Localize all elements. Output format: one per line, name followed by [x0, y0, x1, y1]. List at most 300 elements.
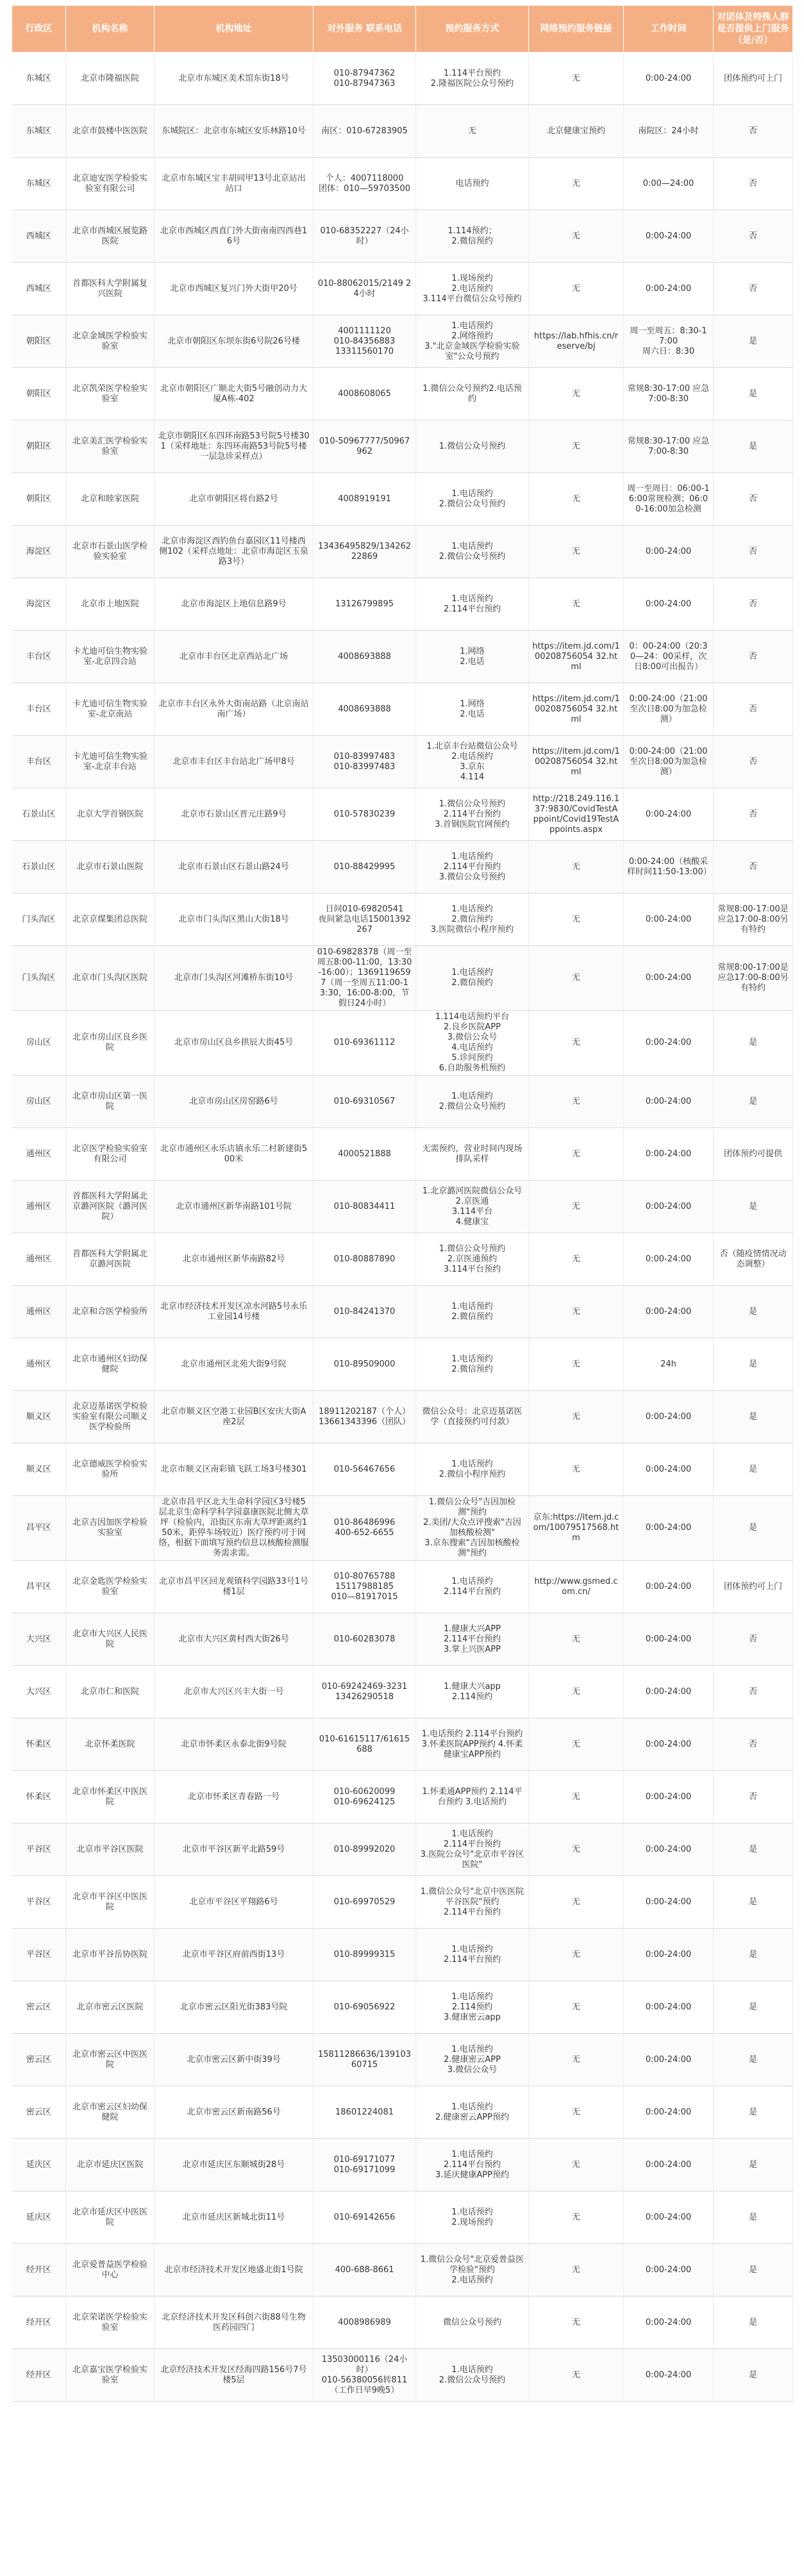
district-cell: 密云区: [12, 2034, 66, 2086]
header-institution-name: 机构名称: [66, 6, 155, 53]
booking-link-cell: 无: [529, 1771, 624, 1824]
district-cell: 密云区: [12, 1981, 66, 2034]
onsite-service-cell: 是: [714, 2034, 793, 2086]
table-row: [12, 631, 793, 683]
booking-method-cell: 1.微信公众号预约 2.京医通预约 3.114平台预约: [416, 1233, 529, 1286]
table-row: [12, 946, 793, 1011]
institution-name-cell: 北京市大兴区人民医院: [66, 1613, 155, 1666]
table-row: [12, 2034, 793, 2086]
working-hours-cell: 0:00-24:00: [624, 1233, 714, 1286]
address-cell: 北京市密云区新中街39号: [155, 2034, 314, 2086]
onsite-service-cell: 否: [714, 105, 793, 158]
district-cell: 平谷区: [12, 1824, 66, 1876]
onsite-service-cell: 是: [714, 1443, 793, 1496]
phone-cell: 4000521888: [314, 1128, 416, 1181]
booking-link-cell: https://item.jd.com/100208756054 32.html: [529, 736, 624, 788]
working-hours-cell: 0:00-24:00: [624, 2191, 714, 2244]
address-cell: 北京市平谷区平翔路6号: [155, 1876, 314, 1929]
table-row: [12, 788, 793, 841]
address-cell: 北京市朝阳区将台路2号: [155, 473, 314, 526]
phone-cell: 010-83997483 010-83997483: [314, 736, 416, 788]
working-hours-cell: 0:00—24:00: [624, 158, 714, 210]
address-cell: 北京经济技术开发区科创六街88号生物医药园四门: [155, 2297, 314, 2349]
booking-method-cell: 1.电话预约 2.114预约 3.健康密云app: [416, 1981, 529, 2034]
phone-cell: 4008608065: [314, 368, 416, 420]
table-row: [12, 893, 793, 946]
table-row: [12, 2349, 793, 2402]
booking-method-cell: 无: [416, 105, 529, 158]
booking-method-cell: 1.电话预约 2.微信预约 3.医院微信小程序预约: [416, 893, 529, 946]
institution-name-cell: 北京市平谷区医院: [66, 1824, 155, 1876]
working-hours-cell: 常规8:30-17:00 应急7:00-8:30: [624, 420, 714, 473]
phone-cell: 010-80887890: [314, 1233, 416, 1286]
booking-link-cell: 无: [529, 2139, 624, 2191]
onsite-service-cell: 团体预约可上门: [714, 53, 793, 105]
working-hours-cell: 0:00-24:00: [624, 893, 714, 946]
table-row: [12, 1496, 793, 1561]
onsite-service-cell: 否: [714, 736, 793, 788]
district-cell: 怀柔区: [12, 1718, 66, 1771]
institution-name-cell: 北京市石景山医院: [66, 841, 155, 893]
phone-cell: 4008919191: [314, 473, 416, 526]
onsite-service-cell: 否: [714, 578, 793, 631]
institution-name-cell: 北京市通州区妇幼保健院: [66, 1338, 155, 1391]
address-cell: 北京市朝阳区东坝东街6号院26号楼: [155, 315, 314, 368]
booking-method-cell: 1.电话预约 2.114平台预约: [416, 578, 529, 631]
booking-method-cell: 1.网络 2.电话: [416, 631, 529, 683]
address-cell: 北京市东城区美术馆东街18号: [155, 53, 314, 105]
district-cell: 海淀区: [12, 578, 66, 631]
booking-link-cell: 无: [529, 1824, 624, 1876]
booking-method-cell: 1.电话预约 2.114平台预约 3.延庆健康APP预约: [416, 2139, 529, 2191]
phone-cell: 15811286636/13910360715: [314, 2034, 416, 2086]
institution-name-cell: 首都医科大学附属复兴医院: [66, 263, 155, 315]
onsite-service-cell: 是: [714, 1338, 793, 1391]
district-cell: 丰台区: [12, 736, 66, 788]
district-cell: 西城区: [12, 210, 66, 263]
working-hours-cell: 周一至周五：8:30-17:00 周六日：8:30: [624, 315, 714, 368]
booking-link-cell: 无: [529, 368, 624, 420]
district-cell: 通州区: [12, 1233, 66, 1286]
booking-method-cell: 1.114电话预约平台 2.良乡医院APP 3.微信公众号 4.电话预约 5.诊间预约 6.自助服务机预约: [416, 1011, 529, 1076]
booking-link-cell: 无: [529, 1128, 624, 1181]
booking-link-cell: 无: [529, 2244, 624, 2297]
institution-name-cell: 北京和合医学检验所: [66, 1286, 155, 1338]
onsite-service-cell: 否: [714, 841, 793, 893]
address-cell: 北京市石景山区石景山路24号: [155, 841, 314, 893]
table-row: [12, 1443, 793, 1496]
table-row: [12, 2244, 793, 2297]
institution-name-cell: 北京市石景山医学检验实验室: [66, 526, 155, 578]
booking-method-cell: 1.微信公众号"北京爱普益医学检验"预约 2.电话预约: [416, 2244, 529, 2297]
onsite-service-cell: 是: [714, 2297, 793, 2349]
onsite-service-cell: 是: [714, 1876, 793, 1929]
district-cell: 经开区: [12, 2297, 66, 2349]
onsite-service-cell: 是: [714, 1391, 793, 1443]
district-cell: 海淀区: [12, 526, 66, 578]
onsite-service-cell: 是: [714, 315, 793, 368]
phone-cell: 010-80834411: [314, 1181, 416, 1233]
table-row: [12, 1929, 793, 1981]
institution-name-cell: 北京吉因加医学检验实验室: [66, 1496, 155, 1561]
working-hours-cell: 0:00-24:00: [624, 788, 714, 841]
institution-name-cell: 北京爱普益医学检验中心: [66, 2244, 155, 2297]
booking-method-cell: 1.电话预约 2.微信预约: [416, 1286, 529, 1338]
table-row: [12, 368, 793, 420]
header-institution-address: 机构地址: [155, 6, 314, 53]
onsite-service-cell: 否: [714, 1718, 793, 1771]
table-row: [12, 53, 793, 105]
booking-method-cell: 1.北京丰台站微信公众号 2.电话预约 3.京东 4.114: [416, 736, 529, 788]
onsite-service-cell: 否: [714, 526, 793, 578]
working-hours-cell: 0:00-24:00: [624, 210, 714, 263]
onsite-service-cell: 否: [714, 683, 793, 736]
address-cell: 北京市房山区良乡拱辰大街45号: [155, 1011, 314, 1076]
booking-method-cell: 1.电话预约 2.微信公众号预约: [416, 473, 529, 526]
phone-cell: 个人：4007118000 团体：010—59703500: [314, 158, 416, 210]
district-cell: 大兴区: [12, 1666, 66, 1718]
booking-method-cell: 1.怀柔通APP预约 2.114平台预约 3.电话预约: [416, 1771, 529, 1824]
phone-cell: 010-88062015/2149 24小时: [314, 263, 416, 315]
district-cell: 延庆区: [12, 2191, 66, 2244]
booking-method-cell: 1.微信公众号"北京中医医院平谷医院"预约 2.114平台预约: [416, 1876, 529, 1929]
table-row: [12, 2086, 793, 2139]
booking-link-cell: 无: [529, 1929, 624, 1981]
booking-link-cell: 无: [529, 1233, 624, 1286]
table-row: [12, 1338, 793, 1391]
working-hours-cell: 0:00-24:00: [624, 1981, 714, 2034]
phone-cell: 010-57830239: [314, 788, 416, 841]
institution-name-cell: 北京市延庆区中医医院: [66, 2191, 155, 2244]
table-row: [12, 1876, 793, 1929]
institution-name-cell: 北京迪安医学检验实验室有限公司: [66, 158, 155, 210]
address-cell: 北京市丰台区永外大街南站路（北京南站南广场）: [155, 683, 314, 736]
table-row: [12, 1233, 793, 1286]
district-cell: 昌平区: [12, 1561, 66, 1613]
onsite-service-cell: 是: [714, 420, 793, 473]
working-hours-cell: 0:00-24:00: [624, 1771, 714, 1824]
phone-cell: 010-80765788 15117988185 010—81917015: [314, 1561, 416, 1613]
address-cell: 北京市密云区新南路56号: [155, 2086, 314, 2139]
onsite-service-cell: 是: [714, 1496, 793, 1561]
booking-link-cell: https://lab.hfhis.cn/reserve/bj: [529, 315, 624, 368]
working-hours-cell: 周一至周日：06:00-16:00常规检测；06:00-16:00加急检测: [624, 473, 714, 526]
booking-link-cell: 无: [529, 1011, 624, 1076]
address-cell: 北京市海淀区上地信息路9号: [155, 578, 314, 631]
booking-method-cell: 1.电话预约 2.114平台预约 3.微信公众号预约: [416, 841, 529, 893]
institution-name-cell: 北京金匙医学检验实验室: [66, 1561, 155, 1613]
institution-name-cell: 北京荣诺医学检验实验室: [66, 2297, 155, 2349]
booking-method-cell: 1.电话预约 2.微信小程序预约: [416, 1443, 529, 1496]
table-row: [12, 578, 793, 631]
onsite-service-cell: 否: [714, 210, 793, 263]
institution-name-cell: 北京京煤集团总医院: [66, 893, 155, 946]
table-row: [12, 263, 793, 315]
table-row: [12, 1718, 793, 1771]
onsite-service-cell: 团体预约可提供: [714, 1128, 793, 1181]
phone-cell: 日间010-69820541 夜间紧急电话15001392267: [314, 893, 416, 946]
working-hours-cell: 0:00-24:00: [624, 1666, 714, 1718]
address-cell: 北京市昌平区回龙观镇科学园路33号1号楼1层: [155, 1561, 314, 1613]
working-hours-cell: 0:00-24:00: [624, 53, 714, 105]
district-cell: 经开区: [12, 2244, 66, 2297]
onsite-service-cell: 是: [714, 1824, 793, 1876]
booking-link-cell: 无: [529, 1338, 624, 1391]
booking-link-cell: 无: [529, 2191, 624, 2244]
address-cell: 北京市朝阳区广顺北大街5号融创动力大厦A栋-402: [155, 368, 314, 420]
booking-method-cell: 1.电话预约 2.微信公众号预约: [416, 526, 529, 578]
phone-cell: 010-68352227（24小时）: [314, 210, 416, 263]
phone-cell: 010-89509000: [314, 1338, 416, 1391]
table-row: [12, 210, 793, 263]
table-row: [12, 1666, 793, 1718]
district-cell: 朝阳区: [12, 315, 66, 368]
address-cell: 东城院区：北京市东城区安乐林路10号: [155, 105, 314, 158]
address-cell: 北京市平谷区府前西街13号: [155, 1929, 314, 1981]
working-hours-cell: 0:00-24:00（核酸采样时间11:50-13:00）: [624, 841, 714, 893]
institution-name-cell: 北京市门头沟区医院: [66, 946, 155, 1011]
onsite-service-cell: 常规8:00-17:00是 应急17:00-8:00另有特约: [714, 946, 793, 1011]
working-hours-cell: 0:00-24:00: [624, 1561, 714, 1613]
booking-link-cell: 北京健康宝预约: [529, 105, 624, 158]
table-row: [12, 1011, 793, 1076]
booking-link-cell: 无: [529, 1666, 624, 1718]
institution-name-cell: 卡尤迪可信生物实验室-北京丰台站: [66, 736, 155, 788]
booking-method-cell: 1.114平台预约 2.隆福医院公众号预约: [416, 53, 529, 105]
address-cell: 北京市门头沟区黑山大街18号: [155, 893, 314, 946]
district-cell: 东城区: [12, 158, 66, 210]
working-hours-cell: 0:00-24:00: [624, 2349, 714, 2402]
booking-link-cell: 无: [529, 53, 624, 105]
institution-name-cell: 北京市隆福医院: [66, 53, 155, 105]
onsite-service-cell: 否: [714, 1771, 793, 1824]
institution-name-cell: 首都医科大学附属北京潞河医院: [66, 1233, 155, 1286]
booking-link-cell: 无: [529, 893, 624, 946]
address-cell: 北京市延庆区东顺城街28号: [155, 2139, 314, 2191]
phone-cell: 010-89999315: [314, 1929, 416, 1981]
table-row: [12, 683, 793, 736]
district-cell: 房山区: [12, 1011, 66, 1076]
table-row: [12, 2297, 793, 2349]
phone-cell: 010-89992020: [314, 1824, 416, 1876]
booking-method-cell: 1.电话预约 2.微信预约: [416, 946, 529, 1011]
booking-method-cell: 1.微信公众号"吉因加检测"预约 2.美团/大众点评搜索"吉因加核酸检测" 3.京东搜索"吉因加核酸检测"预约: [416, 1496, 529, 1561]
address-cell: 北京市大兴区黄村西大街26号: [155, 1613, 314, 1666]
booking-link-cell: 无: [529, 158, 624, 210]
booking-link-cell: 无: [529, 526, 624, 578]
phone-cell: 13503000116（24小时） 010-56380056转811（工作日早9晚5）: [314, 2349, 416, 2402]
institution-name-cell: 北京德威医学检验实验所: [66, 1443, 155, 1496]
institution-name-cell: 北京市平谷岳协医院: [66, 1929, 155, 1981]
testing-institutions-table: [12, 5, 793, 2402]
table-row: [12, 1613, 793, 1666]
phone-cell: 010-69970529: [314, 1876, 416, 1929]
phone-cell: 18601224081: [314, 2086, 416, 2139]
booking-method-cell: 微信公众号预约: [416, 2297, 529, 2349]
onsite-service-cell: 是: [714, 1076, 793, 1128]
institution-name-cell: 北京市密云区妇幼保健院: [66, 2086, 155, 2139]
booking-method-cell: 1.电话预约 2.微信公众号预约: [416, 1076, 529, 1128]
district-cell: 朝阳区: [12, 473, 66, 526]
phone-cell: 18911202187（个人） 13661343396（团队）: [314, 1391, 416, 1443]
phone-cell: 4008693888: [314, 683, 416, 736]
working-hours-cell: 0:00-24:00: [624, 1929, 714, 1981]
district-cell: 怀柔区: [12, 1771, 66, 1824]
booking-link-cell: 无: [529, 1718, 624, 1771]
institution-name-cell: 北京嘉宝医学检验实验室: [66, 2349, 155, 2402]
working-hours-cell: 常规8:30-17:00 应急7:00-8:30: [624, 368, 714, 420]
booking-link-cell: https://item.jd.com/100208756054 32.html: [529, 631, 624, 683]
working-hours-cell: 0:00-24:00: [624, 2139, 714, 2191]
working-hours-cell: 0:00-24:00: [624, 2244, 714, 2297]
booking-link-cell: http://www.gsmed.com.cn/: [529, 1561, 624, 1613]
phone-cell: 010-61615117/61615688: [314, 1718, 416, 1771]
phone-cell: 13436495829/13426222869: [314, 526, 416, 578]
booking-method-cell: 1.电话预约 2.114平台预约 3.医院公众号"北京市平谷区医院": [416, 1824, 529, 1876]
district-cell: 西城区: [12, 263, 66, 315]
table-row: [12, 526, 793, 578]
address-cell: 北京市房山区房窑路6号: [155, 1076, 314, 1128]
phone-cell: 010-69142656: [314, 2191, 416, 2244]
phone-cell: 南区：010-67283905: [314, 105, 416, 158]
institution-name-cell: 北京迈基诺医学检验实验室有限公司顺义医学检验所: [66, 1391, 155, 1443]
table-row: [12, 1824, 793, 1876]
working-hours-cell: 0:00-24:00: [624, 2086, 714, 2139]
table-body: [12, 53, 793, 2402]
booking-link-cell: 无: [529, 473, 624, 526]
table-row: [12, 1128, 793, 1181]
onsite-service-cell: 是: [714, 1181, 793, 1233]
institution-name-cell: 北京市怀柔区中医医院: [66, 1771, 155, 1824]
address-cell: 北京市大兴区兴丰大街一号: [155, 1666, 314, 1718]
institution-name-cell: 首都医科大学附属北京潞河医院（潞河医院）: [66, 1181, 155, 1233]
address-cell: 北京市顺义区空港工业园B区安庆大街A座2层: [155, 1391, 314, 1443]
institution-name-cell: 北京大学首钢医院: [66, 788, 155, 841]
phone-cell: 010-69242469-3231 13426290518: [314, 1666, 416, 1718]
district-cell: 经开区: [12, 2349, 66, 2402]
booking-link-cell: 无: [529, 2086, 624, 2139]
district-cell: 平谷区: [12, 1876, 66, 1929]
working-hours-cell: 0:00-24:00: [624, 1613, 714, 1666]
district-cell: 朝阳区: [12, 420, 66, 473]
working-hours-cell: 0:00-24:00: [624, 1824, 714, 1876]
address-cell: 北京市通州区北苑大街9号院: [155, 1338, 314, 1391]
onsite-service-cell: 是: [714, 2349, 793, 2402]
working-hours-cell: 0：00-24:00（20:30—24：00采样，次日8:00可出报告）: [624, 631, 714, 683]
phone-cell: 4008693888: [314, 631, 416, 683]
phone-cell: 400-688-8661: [314, 2244, 416, 2297]
district-cell: 房山区: [12, 1076, 66, 1128]
table-row: [12, 1561, 793, 1613]
address-cell: 北京市海淀区西钓鱼台嘉园区11号楼西侧102（采样点地址：北京市海淀区玉泉路3号）: [155, 526, 314, 578]
phone-cell: 010-69828378（周一至周五8:00-11:00，13:30-16:00）；13691196597（周一至周五11:00-13:30，16:00-8:00，节假日24小时）: [314, 946, 416, 1011]
phone-cell: 010-69361112: [314, 1011, 416, 1076]
booking-method-cell: 1.微信公众号预约 2.114平台预约 3.首钢医院官网预约: [416, 788, 529, 841]
phone-cell: 010-86486996 400-652-6655: [314, 1496, 416, 1561]
working-hours-cell: 0:00-24:00: [624, 1718, 714, 1771]
onsite-service-cell: 是: [714, 2244, 793, 2297]
working-hours-cell: 0:00-24:00（21:00至次日8:00为加急检测）: [624, 736, 714, 788]
onsite-service-cell: 否: [714, 1613, 793, 1666]
table-row: [12, 1981, 793, 2034]
district-cell: 延庆区: [12, 2139, 66, 2191]
booking-method-cell: 1.健康大兴app 2.114预约: [416, 1666, 529, 1718]
institution-name-cell: 北京医学检验实验室有限公司: [66, 1128, 155, 1181]
district-cell: 通州区: [12, 1338, 66, 1391]
working-hours-cell: 南院区：24小时: [624, 105, 714, 158]
booking-method-cell: 无需预约，营业时间内现场排队采样: [416, 1128, 529, 1181]
phone-cell: 010-84241370: [314, 1286, 416, 1338]
onsite-service-cell: 是: [714, 1286, 793, 1338]
working-hours-cell: 24h: [624, 1338, 714, 1391]
address-cell: 北京市通州区新华南路101号院: [155, 1181, 314, 1233]
booking-method-cell: 电话预约: [416, 158, 529, 210]
table-row: [12, 2191, 793, 2244]
address-cell: 北京市门头沟区河滩桥东街10号: [155, 946, 314, 1011]
booking-link-cell: 无: [529, 263, 624, 315]
booking-link-cell: 无: [529, 841, 624, 893]
table-row: [12, 1076, 793, 1128]
booking-method-cell: 1.电话预约 2.114平台预约 3.怀柔医院APP预约 4.怀柔健康宝APP预约: [416, 1718, 529, 1771]
booking-link-cell: 无: [529, 1443, 624, 1496]
district-cell: 丰台区: [12, 631, 66, 683]
booking-method-cell: 1.电话预约 2.网络预约 3."北京金域医学检验实验室"公众号预约: [416, 315, 529, 368]
header-onsite-service: 对团体及特殊人群是否提供上门服务（是/否）: [714, 6, 793, 53]
phone-cell: 010-87947362 010-87947363: [314, 53, 416, 105]
booking-method-cell: 1.微信公众号预约2.电话预约: [416, 368, 529, 420]
booking-link-cell: 无: [529, 2297, 624, 2349]
district-cell: 石景山区: [12, 841, 66, 893]
onsite-service-cell: 是: [714, 1929, 793, 1981]
institution-name-cell: 北京金域医学检验实验室: [66, 315, 155, 368]
institution-name-cell: 北京市仁和医院: [66, 1666, 155, 1718]
working-hours-cell: 0:00-24:00: [624, 526, 714, 578]
address-cell: 北京市经济技术开发区凉水河路5号永乐工业园14号楼: [155, 1286, 314, 1338]
institution-name-cell: 卡尤迪可信生物实验室-北京四合站: [66, 631, 155, 683]
institution-name-cell: 北京市房山区第一医院: [66, 1076, 155, 1128]
header-service-phone: 对外服务 联系电话: [314, 6, 416, 53]
booking-method-cell: 1.网络 2.电话: [416, 683, 529, 736]
booking-method-cell: 1.电话预约 2.现场预约: [416, 2191, 529, 2244]
table-row: [12, 1771, 793, 1824]
booking-method-cell: 1.电话预约 2.健康密云APP 3.微信公众号: [416, 2034, 529, 2086]
onsite-service-cell: 否: [714, 631, 793, 683]
district-cell: 东城区: [12, 53, 66, 105]
address-cell: 北京市顺义区南彩镇飞跃工场3号楼301: [155, 1443, 314, 1496]
institution-name-cell: 北京市房山区良乡医院: [66, 1011, 155, 1076]
working-hours-cell: 0:00-24:00（21:00至次日8:00为加急检测）: [624, 683, 714, 736]
booking-link-cell: https://item.jd.com/100208756054 32.html: [529, 683, 624, 736]
address-cell: 北京市昌平区北大生命科学园区3号楼5层北京生命科学科学园嘉康医院北侧大草坪（检验内，沿街区东南大草坪距离约150米，距停车场较近）医疗预约可于网络，根据下面填写预约信息以核酸检测服务需求需。: [155, 1496, 314, 1561]
working-hours-cell: 0:00-24:00: [624, 1286, 714, 1338]
booking-method-cell: 1.电话预约 2.微信公众号预约: [416, 2349, 529, 2402]
district-cell: 丰台区: [12, 683, 66, 736]
address-cell: 北京市丰台区丰台站北广场甲8号: [155, 736, 314, 788]
district-cell: 平谷区: [12, 1929, 66, 1981]
header-district: 行政区: [12, 6, 66, 53]
institution-name-cell: 卡尤迪可信生物实验室-北京南站: [66, 683, 155, 736]
table-row: [12, 1391, 793, 1443]
district-cell: 朝阳区: [12, 368, 66, 420]
booking-method-cell: 1.电话预约 2.114平台预约: [416, 1561, 529, 1613]
phone-cell: 010-69171077 010-69171099: [314, 2139, 416, 2191]
address-cell: 北京市延庆区新城北街11号: [155, 2191, 314, 2244]
booking-method-cell: 1.电话预约 2.微信预约: [416, 1338, 529, 1391]
table-row: [12, 420, 793, 473]
testing-institutions-sheet: [12, 0, 792, 2402]
district-cell: 通州区: [12, 1128, 66, 1181]
booking-link-cell: 无: [529, 2034, 624, 2086]
